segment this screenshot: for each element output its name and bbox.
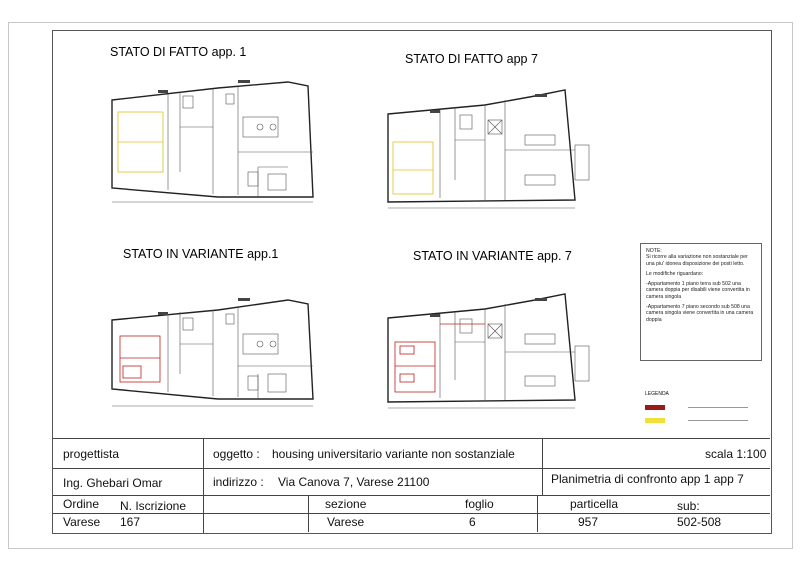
- title-variant-app1: STATO IN VARIANTE app.1: [123, 247, 279, 261]
- oggetto-label: oggetto :: [213, 447, 260, 461]
- progettista-value: Ing. Ghebari Omar: [63, 476, 163, 490]
- ordine-value: Varese: [63, 515, 101, 529]
- sub-value: 502-508: [677, 515, 722, 529]
- titleblock-divider-3: [308, 495, 309, 532]
- titleblock-line-2: [53, 468, 770, 469]
- iscrizione-value: 167: [120, 515, 141, 529]
- legend-line-red: [688, 407, 748, 408]
- notes-app1: -Appartamento 1 piano terra sub 502 una camera doppia per disabili viene convertita in camera singola: [646, 281, 750, 300]
- progettista-label: progettista: [63, 447, 120, 461]
- titleblock-top-line: [53, 438, 770, 439]
- titleblock-divider-2: [542, 438, 543, 495]
- iscrizione-label: N. Iscrizione: [120, 499, 187, 513]
- sezione-label: sezione: [325, 497, 367, 511]
- indirizzo-label: indirizzo :: [213, 475, 264, 489]
- sezione-value: Varese: [327, 515, 365, 529]
- particella-value: 957: [578, 515, 599, 529]
- ordine-label: Ordine: [63, 497, 100, 511]
- titleblock-divider-4: [537, 495, 538, 532]
- indirizzo-value: Via Canova 7, Varese 21100: [278, 475, 430, 489]
- notes-heading: Le modifiche riguardano:: [646, 270, 704, 277]
- legend-line-yellow: [688, 420, 748, 421]
- title-variant-app7: STATO IN VARIANTE app. 7: [413, 249, 572, 263]
- planimetria-title: Planimetria di confronto app 1 app 7: [551, 472, 744, 486]
- floor-plan-variant-app1: [108, 274, 323, 419]
- notes-app7: -Appartamento 7 piano secondo sub 508 una camera singola viene convertita in una camera doppia: [646, 304, 754, 323]
- legend-title: LEGENDA: [645, 391, 669, 397]
- titleblock-divider-1: [203, 438, 204, 533]
- notes-intro: NOTE: Si ricorre alla variazione non sostanziale per una piu' idonea disposizione dei posti letto.: [646, 248, 748, 267]
- floor-plan-variant-app7: [385, 284, 595, 414]
- floor-plan-existing-app7: [385, 80, 590, 215]
- oggetto-value: housing universitario variante non sostanziale: [272, 447, 515, 461]
- particella-label: particella: [570, 497, 619, 511]
- foglio-value: 6: [469, 515, 476, 529]
- notes-box: [640, 243, 762, 361]
- legend-swatch-yellow: [645, 418, 665, 423]
- titleblock-line-3: [53, 495, 770, 496]
- floor-plan-existing-app1: [108, 72, 323, 212]
- foglio-label: foglio: [465, 497, 494, 511]
- legend-swatch-red: [645, 405, 665, 410]
- sub-label: sub:: [677, 499, 700, 513]
- title-existing-app7: STATO DI FATTO app 7: [405, 52, 538, 66]
- scala-value: scala 1:100: [705, 447, 767, 461]
- titleblock-line-4: [53, 513, 770, 514]
- title-existing-app1: STATO DI FATTO app. 1: [110, 45, 247, 59]
